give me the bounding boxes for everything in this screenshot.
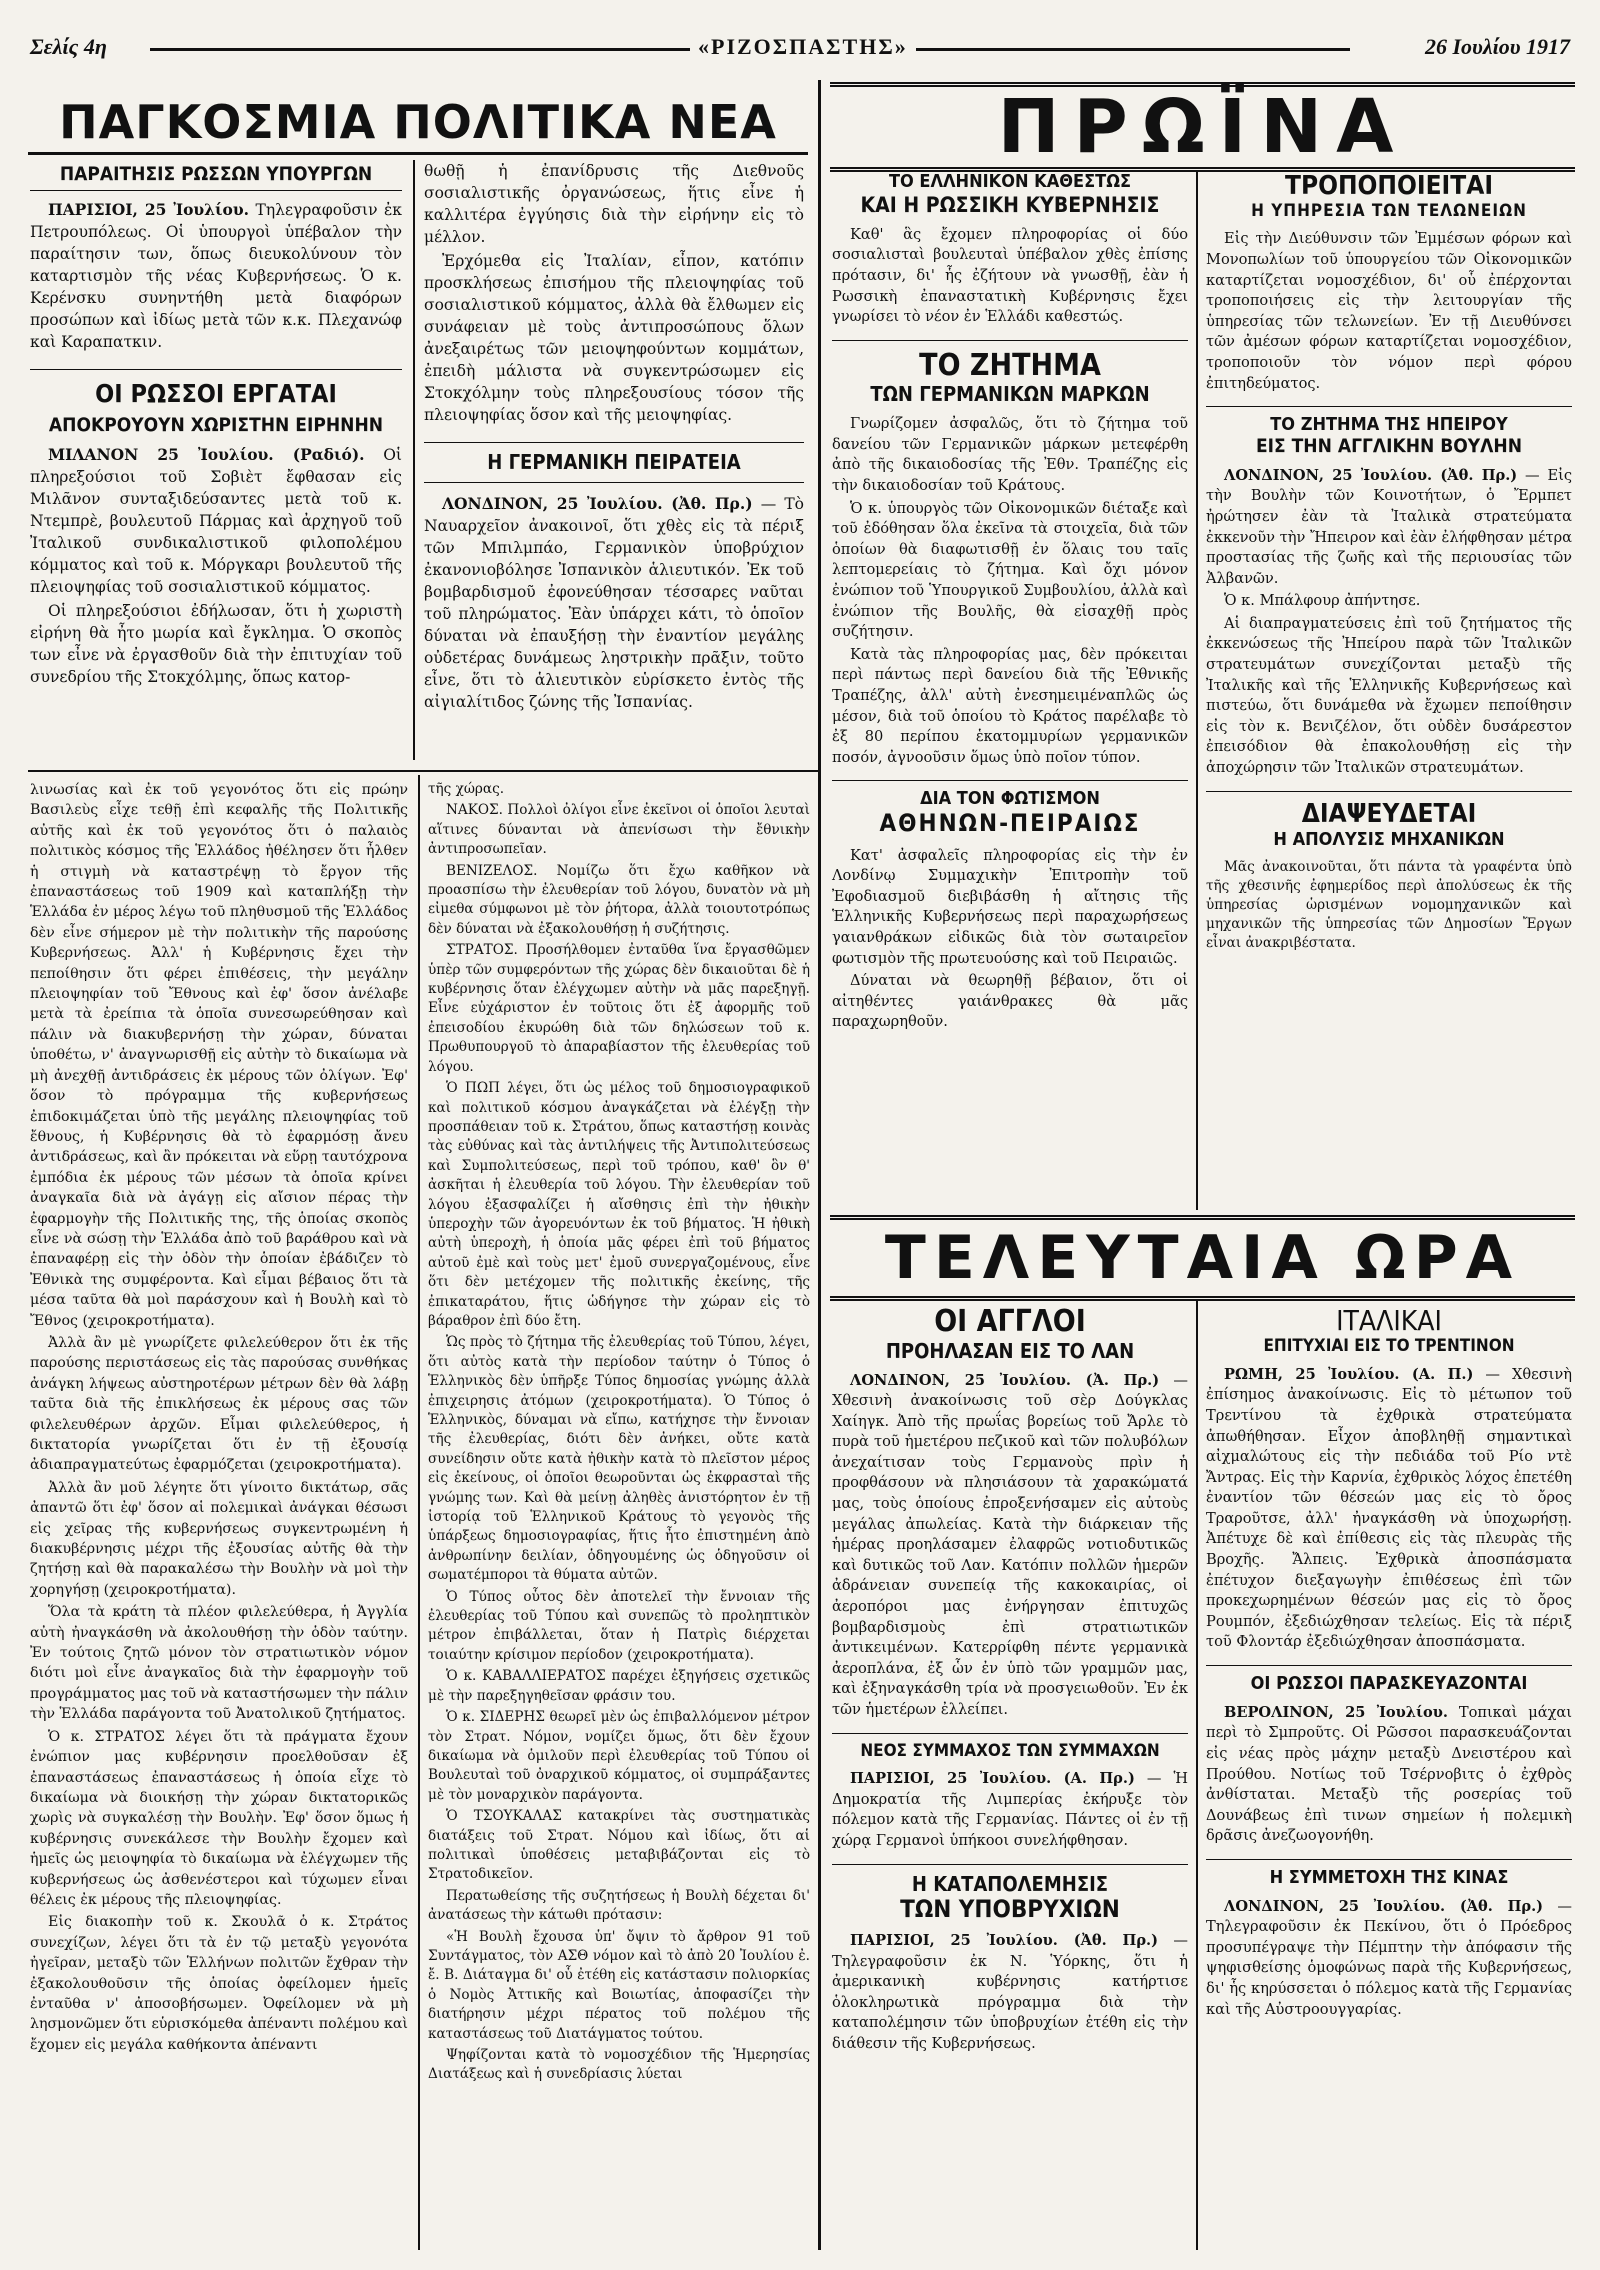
heading-line: ΤΟ ΖΗΤΗΜΑ — [919, 347, 1101, 383]
parliament-column-2 — [428, 780, 810, 2087]
last-hour-column-b — [1206, 1305, 1572, 2022]
paragraph: Ἀλλὰ ἂν μοῦ λέγητε ὅτι γίνοιτο δικτάτωρ, σᾶς ἀπαντῶ ὅτι ἐφ' ὅσον αἱ πολεμικαὶ ἀνάγκαι θέσωσι εἰς χεῖρας τῆς κυβερνήσεως συγκεντρωμένη ἡ διακυβέρνησις μέχρι τῆς ἐξουσίας αὐτῆς θὰ τὴν ζητήσῃ καὶ θὰ παρακαλέσω τὴν Βουλὴν νὰ μοὶ τὴν χορηγήσῃ (χειροκροτήματα). — [30, 1479, 408, 1598]
last-hour-banner — [830, 1215, 1575, 1301]
article-heading: Η ΣΥΜΜΕΤΟΧΗ ΤΗΣ ΚΙΝΑΣ — [1206, 1859, 1572, 1889]
heading-line: ΤΟ ΕΛΛΗΝΙΚΟΝ ΚΑΘΕΣΤΩΣ — [888, 171, 1132, 192]
article-text: θωθῇ ἡ ἐπανίδρυσις τῆς Διεθνοῦς σοσιαλιστικῆς ὀργανώσεως, ἥτις εἶνε ἡ καλλιτέρα ἐγγύησις διὰ τὴν εἰρήνην εἰς τὸ μέλλον. — [424, 162, 804, 246]
article-text: Μᾶς ἀνακοινοῦται, ὅτι πάντα τὰ γραφέντα ὑπὸ τῆς χθεσινῆς ἐφημερίδος περὶ ἀπολύσεως ἐκ τῆς ὑπηρεσίας ὡρισμένων νομομηχανικῶν καὶ μηχανικῶν τῆς ὑπηρεσίας τῶν Δημοσίων Ἔργων εἶναι ἀνακριβέστατα. — [1206, 859, 1572, 952]
article-text: Τηλεγραφοῦσιν ἐκ Πετρουπόλεως. Οἱ ὑπουργοὶ ὑπέβαλον τὴν παραίτησιν των, ὅπως διευκολύνουν τὸν καταρτισμὸν τῆς νέας Κυβερνήσεως. Ὁ κ. Κερένσκυ συνηντήθη μετὰ διαφόρων προσώπων καὶ ἰδίως μετὰ τῶν κ.κ. Πλεχανώφ καὶ Καραπατκιν. — [30, 200, 402, 351]
article-heading — [832, 340, 1188, 407]
article-heading — [1206, 172, 1572, 221]
last-hour-column-a — [832, 1305, 1188, 2057]
paragraph: Ἀλλὰ ἂν μὲ γνωρίζετε φιλελεύθερον ὅτι ἐκ τῆς παρούσης περιστάσεως εἰς τὰς παρούσας συνθήκας ἀνάγκη λήψεως αὐστηροτέρων μέτρων δὲν θὰ λάβῃ ταῦτα διὰ τῆς ἐπικλήσεως ἐκ μέρους σας τῶν φιλελευθέρων ἀρχῶν. Εἶμαι φιλελεύθερος, ἡ δικτατορία γνωρίζεται ὅτι ἐν τῇ ἐξουσίᾳ ἀδιαπραγματεύτως ἐφαρμόζεται (χειροκροτήματα). — [30, 1334, 408, 1474]
article-text: Τοπικαὶ μάχαι περὶ τὸ Σμπροῦτς. Οἱ Ρῶσσοι παρασκευάζονται εἰς νέας πρὸς μάχην μεταξὺ Δνειστέρου καὶ Προύθου. Νοτίως τοῦ Τσέρνοβιτς ὁ ἐχθρὸς ἀνθίσταται. Μεταξὺ τῆς ροσερίας τοῦ Δουνάβεως ἐπὶ τινων σημείων ἡ πολεμικὴ δρᾶσις ἀνεζωογονήθη. — [1206, 1703, 1573, 1845]
article-body — [30, 199, 402, 353]
heading-line: Η ΥΠΗΡΕΣΙΑ ΤΩΝ ΤΕΛΩΝΕΙΩΝ — [1251, 200, 1527, 221]
article-text: Δύναται νὰ θεωρηθῇ βέβαιον, ὅτι οἱ αἰτηθέντες γαιάνθρακες θὰ μᾶς παραχωρηθοῦν. — [832, 972, 1188, 1031]
heading-line: ΤΩΝ ΥΠΟΒΡΥΧΙΩΝ — [900, 1894, 1120, 1923]
paragraph: Ὁ Τύπος οὗτος δὲν ἀποτελεῖ τὴν ἔννοιαν τῆς ἐλευθερίας τοῦ Τύπου καὶ συνεπῶς τὸ προληπτικὸν μέτρον ἐπιβάλλεται, ὅταν ἡ Πατρὶς διέρχεται τοιαύτην κρίσιμον περίοδον (χειροκροτήματα). — [428, 1588, 810, 1663]
paragraph: ΣΤΡΑΤΟΣ. Προσήλθομεν ἐνταῦθα ἵνα ἔργασθῶμεν ὑπὲρ τῶν συμφερόντων τῆς χώρας δὲν δικαιοῦται δὲ ἡ κυβέρνησις ὅταν ἐλέγχωμεν αὐτὴν νὰ μᾶς παρεξηγῇ. Εἶνε εὐχάριστον ἐν τοῦτοις ὅτι ἐξ ἀφορμῆς τοῦ ἐπεισοδίου ἐκυρώθη διὰ τῶν δηλώσεων τοῦ κ. Πρωθυπουργοῦ τὸ ἀπαραβίαστον τῆς ἐλευθερίας τοῦ λόγου. — [428, 942, 810, 1075]
article-heading — [832, 780, 1188, 837]
article-body — [1206, 1365, 1572, 1653]
section-rule — [28, 770, 818, 772]
column-rule — [418, 775, 420, 2250]
column-rule — [413, 160, 415, 760]
column-rule — [1196, 1300, 1198, 2250]
dateline: ΒΕΡΟΛΙΝΟΝ, 25 Ἰουλίου. — [1224, 1703, 1448, 1721]
paragraph: Ὅλα τὰ κράτη τὰ πλέον φιλελεύθερα, ἡ Ἀγγλία αὐτὴ ἠναγκάσθη νὰ ἀκολουθήσῃ τὴν ὁδὸν ταύτην. Ἐν τούτοις ζητῶ μόνον τὸν στρατιωτικὸν νόμον διότι μοὶ εἶνε ἀναγκαῖος διὰ τὴν ἐφαρμογὴν τοῦ προγράμματος μας τοῦ νὰ καταστήσωμεν τὴν πάλιν τὴν Ἑλλάδα παράγοντα τοῦ Ἀνατολικοῦ ζητήματος. — [30, 1604, 408, 1723]
masthead — [30, 34, 1570, 64]
article-heading — [1206, 406, 1572, 458]
article-body — [832, 1371, 1188, 1721]
article-body — [1206, 466, 1572, 779]
article-text: Οἱ πληρεξούσιοι ἐδήλωσαν, ὅτι ἡ χωριστὴ εἰρήνη θὰ ἦτο μωρία καὶ ἔγκλημα. Ὁ σκοπὸς των εἶνε νὰ ἐργασθοῦν διὰ τὴν ἐπιτυχίαν τοῦ συνεδρίου τῆς Στοκχόλμης, ὅπως κατορ- — [30, 602, 402, 687]
article-heading — [30, 369, 402, 437]
issue-date: 26 Ιουλίου 1917 — [1417, 34, 1570, 60]
article-body — [1206, 858, 1572, 953]
article-heading: ΟΙ ΡΩΣΣΟΙ ΠΑΡΑΣΚΕΥΑΖΟΝΤΑΙ — [1206, 1665, 1572, 1695]
article-heading — [1206, 1305, 1572, 1357]
article-body — [424, 160, 804, 426]
dateline: ΛΟΝΔΙΝΟΝ, 25 Ἰουλίου. (Ἀθ. Πρ.) — [1224, 1897, 1544, 1915]
dateline: ΠΑΡΙΣΙΟΙ, 25 Ἰουλίου. (Α. Πρ.) — [850, 1770, 1135, 1788]
world-politics-banner — [28, 92, 808, 155]
dateline: ΛΟΝΔΙΝΟΝ, 25 Ἰουλίου. (Ἀ. Πρ.) — [850, 1371, 1160, 1389]
article-text: — Τηλεγραφοῦσιν ἐκ Ν. Ὑόρκης, ὅτι ἡ ἀμερικανικὴ κυβέρνησις κατήρτισε ὁλοκληρωτικὰ πρόγραμμα διὰ τὴν καταπολέμησιν τῶν ὑποβρυχίων ἐτέθη εἰς τὴν διάθεσιν τῆς Κυβερνήσεως. — [832, 1932, 1188, 2053]
article-text: Οἱ πληρεξούσιοι τοῦ Σοβιὲτ ἔφθασαν εἰς Μιλᾶνον συνταξιδεύσαντες μετὰ τοῦ κ. Ντεμπρὲ, βουλευτοῦ Πάρμας καὶ ἀρχηγοῦ τοῦ Ἰταλικοῦ συνδικαλιστικοῦ φιλοπολέμου κόμματος καὶ τοῦ κ. Μόργκαρι βουλευτοῦ τῆς πλειοψηφίας τοῦ σοσιαλιστικοῦ κόμματος. — [30, 446, 402, 597]
heading-line: ΟΙ ΑΓΓΛΟΙ — [934, 1304, 1086, 1339]
morning-column-b — [1206, 172, 1572, 955]
article-heading — [832, 172, 1188, 217]
dateline: ΠΑΡΙΣΙΟΙ, 25 Ἰουλίου. (Ἀθ. Πρ.) — [850, 1932, 1159, 1950]
heading-line: ΔΙΑ ΤΟΝ ΦΩΤΙΣΜΟΝ — [920, 788, 1100, 810]
heading-line: ΠΡΟΗΛΑΣΑΝ ΕΙΣ ΤΟ ΛΑΝ — [885, 1338, 1135, 1363]
paragraph: «Ἡ Βουλὴ ἔχουσα ὑπ' ὄψιν τὸ ἄρθρον 91 τοῦ Συντάγματος, τὸν ΑΣΘ νόμον καὶ τὸ ἀπὸ 20 Ἰουλίου ἐ. ἔ. Β. Διάταγμα δι' οὗ ἐτέθη εἰς κατάστασιν πολιορκίας ὁ Νομὸς Ἀττικῆς καὶ Βοιωτίας, ἀποφασίζει τὴν διατήρησιν μέχρι πέρατος τοῦ πολέμου τῆς καταστάσεως τοῦ Διατάγματος τούτου. — [428, 1928, 810, 2042]
article-text: Εἰς τὴν Διεύθυνσιν τῶν Ἐμμέσων φόρων καὶ Μονοπωλίων τοῦ ὑπουργείου τῶν Οἰκονομικῶν καταρτίζεται νομοσχέδιον, δι' οὗ ἐπέρχονται τροποποιήσεις εἰς τὴν λειτουργίαν τῆς ὑπηρεσίας τῶν τελωνείων. Ἐν τῇ Διευθύνσει τῶν ἀμέσων φόρων καταρτίζεται νομοσχέδιον, τροποποιοῦν τὸν νόμον περὶ φόρου ἐπιτηδεύματος. — [1206, 230, 1572, 392]
article-body — [832, 225, 1188, 328]
article-russian-ministers — [30, 160, 402, 690]
morning-news-banner — [830, 82, 1575, 172]
article-body — [1206, 1897, 1572, 2021]
article-text: — Χθεσινὴ ἐπίσημος ἀνακοίνωσις. Εἰς τὸ μέτωπον τοῦ Τρεντίνου τὰ ἐχθρικὰ στρατεύματα ἀπωθήθησαν. Εἶχον ἀποβληθῇ σημαντικαὶ αἰχμαλώτους εἰς τὴν πεδιάδα τοῦ Ρίο ντὲ Ἄντρας. Εἰς τὴν Καρνία, ἐχθρικὸς λόχος ἐπετέθη ἐναντίον τῶν θέσεών μας εἰς τὸ ὄρος Τραροῦτσε, ἀλλ' ἠναγκάσθη νὰ ὑποχωρήσῃ. Ἀπέτυχε δὲ καὶ ἐπίθεσις εἰς τὰς πλευρὰς τῆς Βροχῆς. Ἄλπεις. Ἐχθρικὰ ἀποσπάσματα ἐπέτυχον διεξαγωγὴν ἐπιθέσεως ἐπὶ τῶν προκεχωρημένων θέσεών μας εἰς τὸ ὄρος Ρουμπόν, ἐξεδιώχθησαν τελείως. Εἰς τὰ πέριξ τοῦ Φλοντάρ ἐξεδιώχθησαν ἀποσπάσματα. — [1206, 1365, 1572, 1651]
article-body — [1206, 229, 1572, 394]
article-body — [832, 846, 1188, 1033]
article-body — [1206, 1703, 1572, 1847]
article-body — [424, 493, 804, 713]
article-text: — Εἰς τὴν Βουλὴν τῶν Κοινοτήτων, ὁ Ἔρμπετ ἠρώτησεν ἐὰν τὰ Ἰταλικὰ στρατεύματα ἐκκενοῦν τὴν Ἤπειρον καὶ ἐὰν ἐλήφθησαν μέτρα προστασίας τῆς ζωῆς καὶ τῆς περιουσίας τῶν Ἀλβανῶν. — [1206, 466, 1573, 587]
banner-title: ΠΑΓΚΟΣΜΙΑ ΠΟΛΙΤΙΚΑ ΝΕΑ — [59, 95, 777, 149]
dateline: ΡΩΜΗ, 25 Ἰουλίου. (Α. Π.) — [1224, 1365, 1474, 1383]
article-text: Ἐρχόμεθα εἰς Ἰταλίαν, εἶπον, κατόπιν προσκλήσεως ἐπισήμου τῆς πλειοψηφίας τοῦ σοσιαλιστικοῦ κόμματος, ἀλλὰ θὰ ἔλθωμεν εἰς συνάφειαν μὲ τοὺς ἀντιπροσώπους ὅλων ἀνεξαιρέτως τῶν μειοψηφούντων κομμάτων, ἐπειδὴ μάλιστα νὰ συγκεντρώσωμεν εἰς Στοκχόλμην τοὺς πληρεξουσίους τόσον τῆς πλειοψηφίας ὅσον καὶ τῆς μειοψηφίας. — [424, 252, 804, 424]
article-heading — [832, 1305, 1188, 1363]
column-rule — [1196, 170, 1198, 1210]
paragraph: λινωσίας καὶ ἐκ τοῦ γεγονότος ὅτι εἰς πρώην Βασιλεὺς εἶχε τεθῇ ἐπὶ κεφαλῆς τῆς Πολιτικῆς αὐτῆς καὶ ἐκ τοῦ γεγονότος ὅτι ὁ παλαιὸς πολιτικὸς κόσμος τῆς Ἑλλάδος ἠθέλησεν ὅτι ἦλθεν ἡ στιγμὴ νὰ καταστρέψῃ τὸ ἔργον τῆς ἐπαναστάσεως τοῦ 1909 καὶ καταπλήξῃ τὴν Ἑλλάδα ἐν μέρος λέγω τοῦ πληθυσμοῦ τῆς Ἑλλάδος δὲν εἶνε σήμερον μὲ τὴν πολιτικὴν τῆς παρούσης Κυβερνήσεως. Ἀλλ' ἡ Κυβέρνησις ἔχει τὴν πεποίθησιν ὅτι φέρει ἐπιθέσεις, τὴν μεγάλην πλειοψηφίαν τοῦ Ἔθνους καὶ ἐφ' ὅσον ἀνέλαβε μετὰ τὰ ἐρείπια τὰ ὁποῖα συνεσωρεύθησαν καὶ πάλιν νὰ διακυβερνήσῃ τὴν χώραν, δύναται ὑποθέτω, ν' ἀναγνωρισθῇ εἰς αὐτὴν τὸ δικαίωμα νὰ μὴ ἀνεχθῇ ἀντιδράσεις ἐκ μέρους τῶν ὀλίγων. Ἐφ' ὅσον τὸ πρόγραμμα τῆς κυβερνήσεως ἐπιδοκιμάζεται ὑπὸ τῆς μεγάλης πλειοψηφίας τοῦ ἔθνους, ἡ Κυβέρνησις θὰ τὸ ἐφαρμόσῃ ἄνευ ἀντιδράσεως, καὶ ἂν πρόκειται νὰ εὕρῃ ταυτόχρονα ἐμπόδια ἐκ μέρους τῶν μέσων τὰ ὁποῖα κρίνει ἀναγκαῖα διὰ νὰ ἀγάγῃ εἰς αἴσιον πέρας τὴν ἐφαρμογὴν τῆς Πολιτικῆς της, τῆς ὁποίας σκοπὸς εἶνε νὰ σώσῃ τὴν Ἑλλάδα ἀπὸ τοῦ βαράθρου καὶ νὰ ἐπαναφέρῃ εἰς τὴν ὁδὸν τὴν ὁποίαν ἐβάδιζεν τὸ Ἐθνικὰ της συμφέροντα. Καὶ εἶμαι βέβαιος ὅτι τὰ μέσα ταῦτα θὰ μοὶ παράσχουν καὶ ἡ Βουλὴ καὶ τὸ Ἔθνος (χειροκροτήματα). — [30, 782, 408, 1329]
article-heading: ΝΕΟΣ ΣΥΜΜΑΧΟΣ ΤΩΝ ΣΥΜΜΑΧΩΝ — [832, 1733, 1188, 1762]
paragraph: Περατωθείσης τῆς συζητήσεως ἡ Βουλὴ δέχεται δι' ἀνατάσεως τὴν κάτωθι πρότασιν: — [428, 1887, 810, 1924]
article-text: Αἱ διαπραγματεύσεις ἐπὶ τοῦ ζητήματος τῆς ἐκκενώσεως τῆς Ἠπείρου παρὰ τῶν Ἰταλικῶν στρατευμάτων συνεχίζονται μεταξὺ τῆς Ἰταλικῆς καὶ τῆς Ἑλληνικῆς Κυβερνήσεως καὶ πιστεύω, ὅτι δυνάμεθα νὰ ἔχωμεν πεποίθησιν εἰς τὸν κ. Βενιζέλον, ὅτι οὐδὲν δυσάρεστον ἐπεισόδιον θὰ ἐπακολουθήσῃ εἰς τὴν ἀποχώρησιν τῶν Ἰταλικῶν στρατευμάτων. — [1206, 614, 1572, 777]
article-text: Ὁ κ. ὑπουργὸς τῶν Οἰκονομικῶν διέταξε καὶ τοῦ ἐδόθησαν ὅλα ἐκεῖνα τὰ στοιχεῖα, διὰ τῶν ὁποίων θὰ διαφωτισθῇ ἐν ὅλαις του ταῖς λεπτομερείαις τὸ ζήτημα. Καὶ ὄχι μόνον ἐνώπιον τοῦ Ὑπουργικοῦ Συμβουλίου, ἀλλὰ καὶ ἐνώπιον τῆς Βουλῆς, θὰ εἰσαχθῇ πρὸς συζήτησιν. — [832, 499, 1188, 641]
article-text: Κατ' ἀσφαλεῖς πληροφορίας εἰς τὴν ἐν Λονδίνῳ Συμμαχικὴν Ἐπιτροπὴν τοῦ Ἐφοδιασμοῦ διεβιβάσθη ἡ αἴτησις τῆς Ἑλληνικῆς Κυβερνήσεως περὶ παραχωρήσεως γαιανθράκων εἰδικῶς διὰ τὸν σωταιρεῖον φωτισμὸν τῆς πρωτευούσης καὶ τοῦ Πειραιῶς. — [832, 846, 1188, 967]
article-heading: ΠΑΡΑΙΤΗΣΙΣ ΡΩΣΣΩΝ ΥΠΟΥΡΓΩΝ — [30, 164, 402, 191]
article-heading — [832, 1864, 1188, 1924]
heading-line: Η ΑΠΟΛΥΣΙΣ ΜΗΧΑΝΙΚΩΝ — [1273, 828, 1505, 850]
dateline: ΛΟΝΔΙΝΟΝ, 25 Ἰουλίου. (Ἀθ. Πρ.) — [442, 494, 753, 513]
article-text: — Ἡ Δημοκρατία τῆς Λιμπερίας ἐκήρυξε τὸν πόλεμον κατὰ τῆς Γερμανίας. Πάντες οἱ ἐν τῇ χώρᾳ Γερμανοὶ ὑπήκοοι συνελήφθησαν. — [832, 1770, 1189, 1849]
column-rule — [818, 80, 821, 2250]
article-pirates — [424, 160, 804, 715]
paragraph: Ὁ ΠΩΠ λέγει, ὅτι ὡς μέλος τοῦ δημοσιογραφικοῦ καὶ πολιτικοῦ κόσμου ἀναγκάζεται νὰ ἐλέγξῃ τὴν προσπάθειαν τοῦ κ. Στράτου, ὅπως καταστήσῃ κοινὰς τὰς εὐθύνας καὶ τὰς ἀντιλήψεις τῆς Ἀντιπολιτεύσεως καὶ Συμπολιτεύσεως, περὶ τοῦ τρόπου, καθ' ὃν θ' ἀσκῆται ἡ ἐλευθερία τοῦ λόγου. Τὴν ἐλευθερίαν τοῦ λόγου ἐξασφαλίζει ἡ αἴσθησις ἐπὶ τὴν ἠθικὴν ὑπεροχὴν τῶν ἀγορευόντων ἐκ τοῦ βήματος. Ἡ ἠθικὴ αὐτὴ ὑπεροχὴ, ἡ ὁποία μᾶς φέρει ἐπὶ τοῦ βήματος αὐτοῦ ἐμὲ καὶ τοὺς μετ' ἐμοῦ συνεργαζομένους, εἶνε ὅτι δὲν μετέχομεν τῆς πολιτικῆς ἐκείνης, τῆς ἐπικαταράτου, ἥτις ὡδήγησε τὴν χώραν εἰς τὸ βάραθρον ἐπὶ δύο ἔτη. — [428, 1080, 810, 1329]
paragraph: Εἰς διακοπὴν τοῦ κ. Σκουλᾶ ὁ κ. Στράτος συνεχίζων, λέγει ὅτι τὰ ἐν τῷ μεταξὺ γεγονότα ἠγεῖραν, μεταξὺ τῶν Ἑλλήνων πολιτῶν ἔχθραν τὴν ἐξακολουθοῦσιν τῆς ὁποίας ὀφείλομεν ἡμεῖς ἐνταῦθα ν' ἀποσοβήσωμεν. Ὀφείλομεν νὰ μὴ λησμονῶμεν ὅτι εὑρισκόμεθα ἀπέναντι πολέμου καὶ ἔχομεν εἰς μεγάλα καθήκοντα ἀπέναντι — [30, 1914, 408, 2053]
article-heading — [1206, 791, 1572, 851]
article-text: Κατὰ τὰς πληροφορίας μας, δὲν πρόκειται περὶ πάντως περὶ δανείου διὰ τῆς Ἐθνικῆς Τραπέζης, ἀλλ' αὐτὴ ἐνεσημειμέναπλῶς ὡς μέσον, διὰ τοῦ ὁποίου τὸ Κράτος παρέλαβε τὸ ἐξ 80 περίπου ἑκατομμυρίων γερμανικῶν ποσόν, ἀγνοοῦσιν ὅμως ὑπὸ ποῖον τύπον. — [832, 645, 1188, 766]
heading-line: ΕΙΣ ΤΗΝ ΑΓΓΛΙΚΗΝ ΒΟΥΛΗΝ — [1255, 434, 1523, 457]
heading-line: ΤΩΝ ΓΕΡΜΑΝΙΚΩΝ ΜΑΡΚΩΝ — [870, 382, 1150, 407]
paragraph: Ὁ ΤΣΟΥΚΑΛΑΣ κατακρίνει τὰς συστηματικὰς διατάξεις τοῦ Στρατ. Νόμου καὶ ἰδίως, ὅτι αἱ πολιτικαὶ ὑποθέσεις μεταβιβάζονται εἰς τὸ Στρατοδικεῖον. — [428, 1808, 810, 1883]
article-heading: Η ΓΕΡΜΑΝΙΚΗ ΠΕΙΡΑΤΕΙΑ — [424, 442, 804, 483]
newspaper-name: «ΡΙΖΟΣΠΑΣΤΗΣ» — [690, 34, 916, 60]
article-text: — Τὸ Ναυαρχεῖον ἀνακοινοῖ, ὅτι χθὲς εἰς τὰ πέριξ τῶν Μπιλμπάο, Γερμανικὸν ὑποβρύχιον ἐκανονιοβόλησε Ἰσπανικὸν ἁλιευτικόν. Ἐκ τοῦ βομβαρδισμοῦ ἐφονεύθησαν τέσσαρες ναῦται τοῦ πληρώματος. Ἐὰν ὑπάρχει κάτι, τὸ ὁποῖον δύναται νὰ ἐπαυξήσῃ τὴν ἐναντίον μεγάλης οὐδετέρας δυνάμεως ληστρικὴν πρᾶξιν, τοῦτο εἶνε, ὅτι τὸ ἁλιευτικὸν εὑρίσκετο ἐντὸς τῆς αἰγιαλίτιδος ζώνης τῆς Ἰσπανίας. — [424, 495, 804, 711]
article-text: — Χθεσινὴ ἀνακοίνωσις τοῦ σὲρ Δούγκλας Χαίηγκ. Ἀπὸ τῆς πρωΐας βορείως τοῦ Ἄρλε τὸ πυρὰ τοῦ ἡμετέρου πεζικοῦ καὶ τῶν πολυβόλων ἀνεχαίτισαν τοὺς Γερμανοὺς πρὶν ἡ προφθάσουν νὰ πλησιάσουν τὰ χαρακώματά μας, τοὺς ὁποίους ἐπροξενήσαμεν εἰς αὐτοὺς μεγάλας ἀπωλείας. Κατὰ τὴν διάρκειαν τῆς ἡμέρας προηλάσαμεν ἐλαφρῶς νοτιοδυτικῶς καὶ δυτικῶς τοῦ Λαν. Κατόπιν πολλῶν ἡμερῶν ἀδράνειαν συνεπείᾳ τῆς κακοκαιρίας, οἱ ἀεροπόροι μας ἐνήργησαν ἐπιτυχῶς βομβαρδισμοὺς ἐπὶ στρατιωτικῶν ἀντικειμένων. Κατερρίφθη πέντε γερμανικὰ ἀεροπλάνα, ἐξ ὧν ἐν ὑπὸ τῶν γραμμῶν μας, καὶ ἐξηναγκάσθη τρία νὰ προσγειωθοῦν. Ἐν ἐκ τῶν ἡμετέρων ἐλλείπει. — [832, 1371, 1189, 1718]
article-body — [832, 1769, 1188, 1851]
paragraph: ΒΕΝΙΖΕΛΟΣ. Νομίζω ὅτι ἔχω καθῆκον νὰ προασπίσω τὴν ἐλευθερίαν τοῦ λόγου, δυνατὸν νὰ μὴ εἰμεθα σύμφωνοι μὲ τὸν ῥήτορα, ἀλλὰ τοιουτοτρόπως δὲν δύναται νὰ ἐξακολουθήσῃ ἡ συζήτησις. — [428, 862, 810, 937]
paragraph: Ὁ κ. ΚΑΒΑΛΛΙΕΡΑΤΟΣ παρέχει ἐξηγήσεις σχετικῶς μὲ τὴν παρεξηγηθεῖσαν φράσιν του. — [428, 1668, 810, 1704]
heading-line: ΤΡΟΠΟΠΟΙΕΙΤΑΙ — [1284, 171, 1494, 201]
article-text: Καθ' ἃς ἔχομεν πληροφορίας οἱ δύο σοσιαλισταὶ βουλευταὶ ὑπέβαλον χθὲς ἐπίσης πρότασιν, δι' ἧς ἐζήτουν νὰ γνωσθῇ, ἐὰν ἡ Ρωσσικὴ ἐπαναστατικὴ Κυβέρνησις ἔχει γνωρίσει τὸ νέον ἐν Ἑλλάδι καθεστώς. — [832, 225, 1188, 326]
dateline: ΠΑΡΙΣΙΟΙ, 25 Ἰουλίου. — [48, 199, 250, 219]
paragraph: Ὁ κ. ΣΙΔΕΡΗΣ θεωρεῖ μὲν ὡς ἐπιβαλλόμενον μέτρον τὸν Στρατ. Νόμον, νομίζει ὅμως, ὅτι δὲν ἔχουν δικαίωμα νὰ ὁμιλοῦν περὶ ἐλευθερίας τοῦ Τύπου οἱ Βουλευταὶ τοῦ ὀναρχικοῦ κόμματος, οἱ συμπράξαντες μὲ τὸν μοναρχικὸν παράγοντα. — [428, 1709, 810, 1803]
banner-title: ΠΡΩΪΝΑ — [997, 84, 1408, 170]
paragraph: τῆς χώρας. — [428, 781, 505, 797]
heading-line: ΤΟ ΖΗΤΗΜΑ ΤΗΣ ΗΠΕΙΡΟΥ — [1270, 414, 1508, 436]
heading-line: Η ΚΑΤΑΠΟΛΕΜΗΣΙΣ — [911, 1871, 1109, 1896]
paragraph: Ψηφίζονται κατὰ τὸ νομοσχέδιον τῆς Ἡμερησίας Διατάξεως καὶ ἡ συνεδρίασις λύεται — [428, 2047, 810, 2083]
heading-line: ΔΙΑΨΕΥΔΕΤΑΙ — [1301, 798, 1477, 829]
article-text: Γνωρίζομεν ἀσφαλῶς, ὅτι τὸ ζήτημα τοῦ δανείου τῶν Γερμανικῶν μάρκων μετεφέρθη ἀπὸ τῆς δικαιοδοσίας τῆς Ἐθν. Τραπέζης εἰς τὴν δικαιοδοσίαν τοῦ Κράτους. — [832, 415, 1188, 495]
article-body — [832, 414, 1188, 768]
article-text: — Τηλεγραφοῦσιν ἐκ Πεκίνου, ὅτι ὁ Πρόεδρος προσυπέγραψε τὴν Πέμπτην τὴν ἀπόφασιν τῆς ψηφισθείσης ὁμοφώνως παρὰ τῆς Κυβερνήσεως, δι' ἧς κηρύσσεται ὁ πόλεμος κατὰ τῆς Γερμανίας καὶ τῆς Αὐστροουγγαρίας. — [1206, 1897, 1572, 2018]
dateline: ΛΟΝΔΙΝΟΝ, 25 Ἰουλίου. (Ἀθ. Πρ.) — [1224, 466, 1518, 484]
heading-line: ΕΠΙΤΥΧΙΑΙ ΕΙΣ ΤΟ ΤΡΕΝΤΙΝΟΝ — [1263, 1336, 1515, 1357]
heading-line: ΚΑΙ Η ΡΩΣΣΙΚΗ ΚΥΒΕΡΝΗΣΙΣ — [860, 192, 1160, 217]
paragraph: ΝΑΚΟΣ. Πολλοὶ ὀλίγοι εἶνε ἐκεῖνοι οἱ ὁποῖοι λευταὶ αἵτινες δύνανται νὰ ἀπενίσωσι τὴν ἔθνικὴν ἀντιπροσωπεῖαν. — [428, 802, 810, 858]
paragraph: Ὁ κ. ΣΤΡΑΤΟΣ λέγει ὅτι τὰ πράγματα ἔχουν ἐνώπιον μας κυβέρνησιν προελθοῦσαν ἐξ ἐπαναστάσεως ἐπαναστάσεως ἡ ὁποία εἶχε τὸ δικαίωμα νὰ διοικήσῃ τὴν χώραν δικτατορικῶς χωρὶς νὰ συγκαλέσῃ τὴν Βουλὴν. Ἐφ' ὅσον ὅμως ἡ κυβέρνησις συνεκάλεσε τὴν Βουλὴν ἔχομεν καὶ ἡμεῖς ὡς μειοψηφία τὸ δικαίωμα νὰ ἐλέγχωμεν τῆς κυβερνήσεως ὡς ἀσθενέστεροι καὶ τύχωμεν εἶναι θέλεις ἐκ μέρους τῆς πλειοψηφίας. — [30, 1728, 408, 1908]
banner-title: ΤΕΛΕΥΤΑΙΑ ΩΡΑ — [884, 1223, 1521, 1293]
article-body — [30, 444, 402, 688]
morning-column-a — [832, 172, 1188, 1035]
heading-line: ΙΤΑΛΙΚΑΙ — [1336, 1304, 1442, 1337]
heading-line: ΟΙ ΡΩΣΣΟΙ ΕΡΓΑΤΑΙ — [95, 378, 337, 408]
article-text: Ὁ κ. Μπάλφουρ ἀπήντησε. — [1224, 592, 1421, 610]
heading-line: ΑΘΗΝΩΝ-ΠΕΙΡΑΙΩΣ — [879, 809, 1141, 838]
paragraph: Ὡς πρὸς τὸ ζήτημα τῆς ἐλευθερίας τοῦ Τύπου, λέγει, ὅτι αὐτὸς κατὰ τὴν περίοδον ταύτην ὁ Τύπος ὁ Ἑλληνικὸς δὲν ὑπῆρξε Τύπος δημοσίας γνώμης ἀλλὰ ἐπιχειρησις ἀτόμων (χειροκροτήματα). Ὁ Τύπος ὁ Ἑλληνικὸς, δύναμαι νὰ εἴπω, κατήχησε τὴν ἔννοιαν τῆς ἐλευθερίας, διότι δὲν ἀνήκει, οὔτε κατὰ συνείδησιν οὔτε κατὰ ἠθικὴν κατὰ τὸ πλεῖστον μέρος εἰς ἐκείνους, οἱ ὁποῖοι θεωροῦνται ὡς ἐκφρασταὶ τῆς γνώμης των. Καὶ θὰ μείνῃ ἀληθὲς ἀνιστόρητον ἐν τῇ ἱστορίᾳ τοῦ Ἑλληνικοῦ Κράτους τὸ γεγονὸς τῆς ὑπάρξεως δημοσιογραφίας, ἥτις ἦτο ἐπιστημένη ἀπὸ ἀνθρωπίνην δειλίαν, ὁδηγουμένης ὡς ὁδηγοῦσιν οἱ σωματέμποροι τὰ θύματα αὐτῶν. — [428, 1334, 810, 1584]
heading-line: ΑΠΟΚΡΟΥΟΥΝ ΧΩΡΙΣΤΗΝ ΕΙΡΗΝΗΝ — [48, 413, 384, 436]
page-number: Σελίς 4η — [30, 34, 115, 60]
article-body — [832, 1931, 1188, 2055]
parliament-column-1 — [30, 780, 408, 2057]
dateline: ΜΙΛΑΝΟΝ 25 Ἰουλίου. (Ραδιό). — [48, 445, 365, 465]
